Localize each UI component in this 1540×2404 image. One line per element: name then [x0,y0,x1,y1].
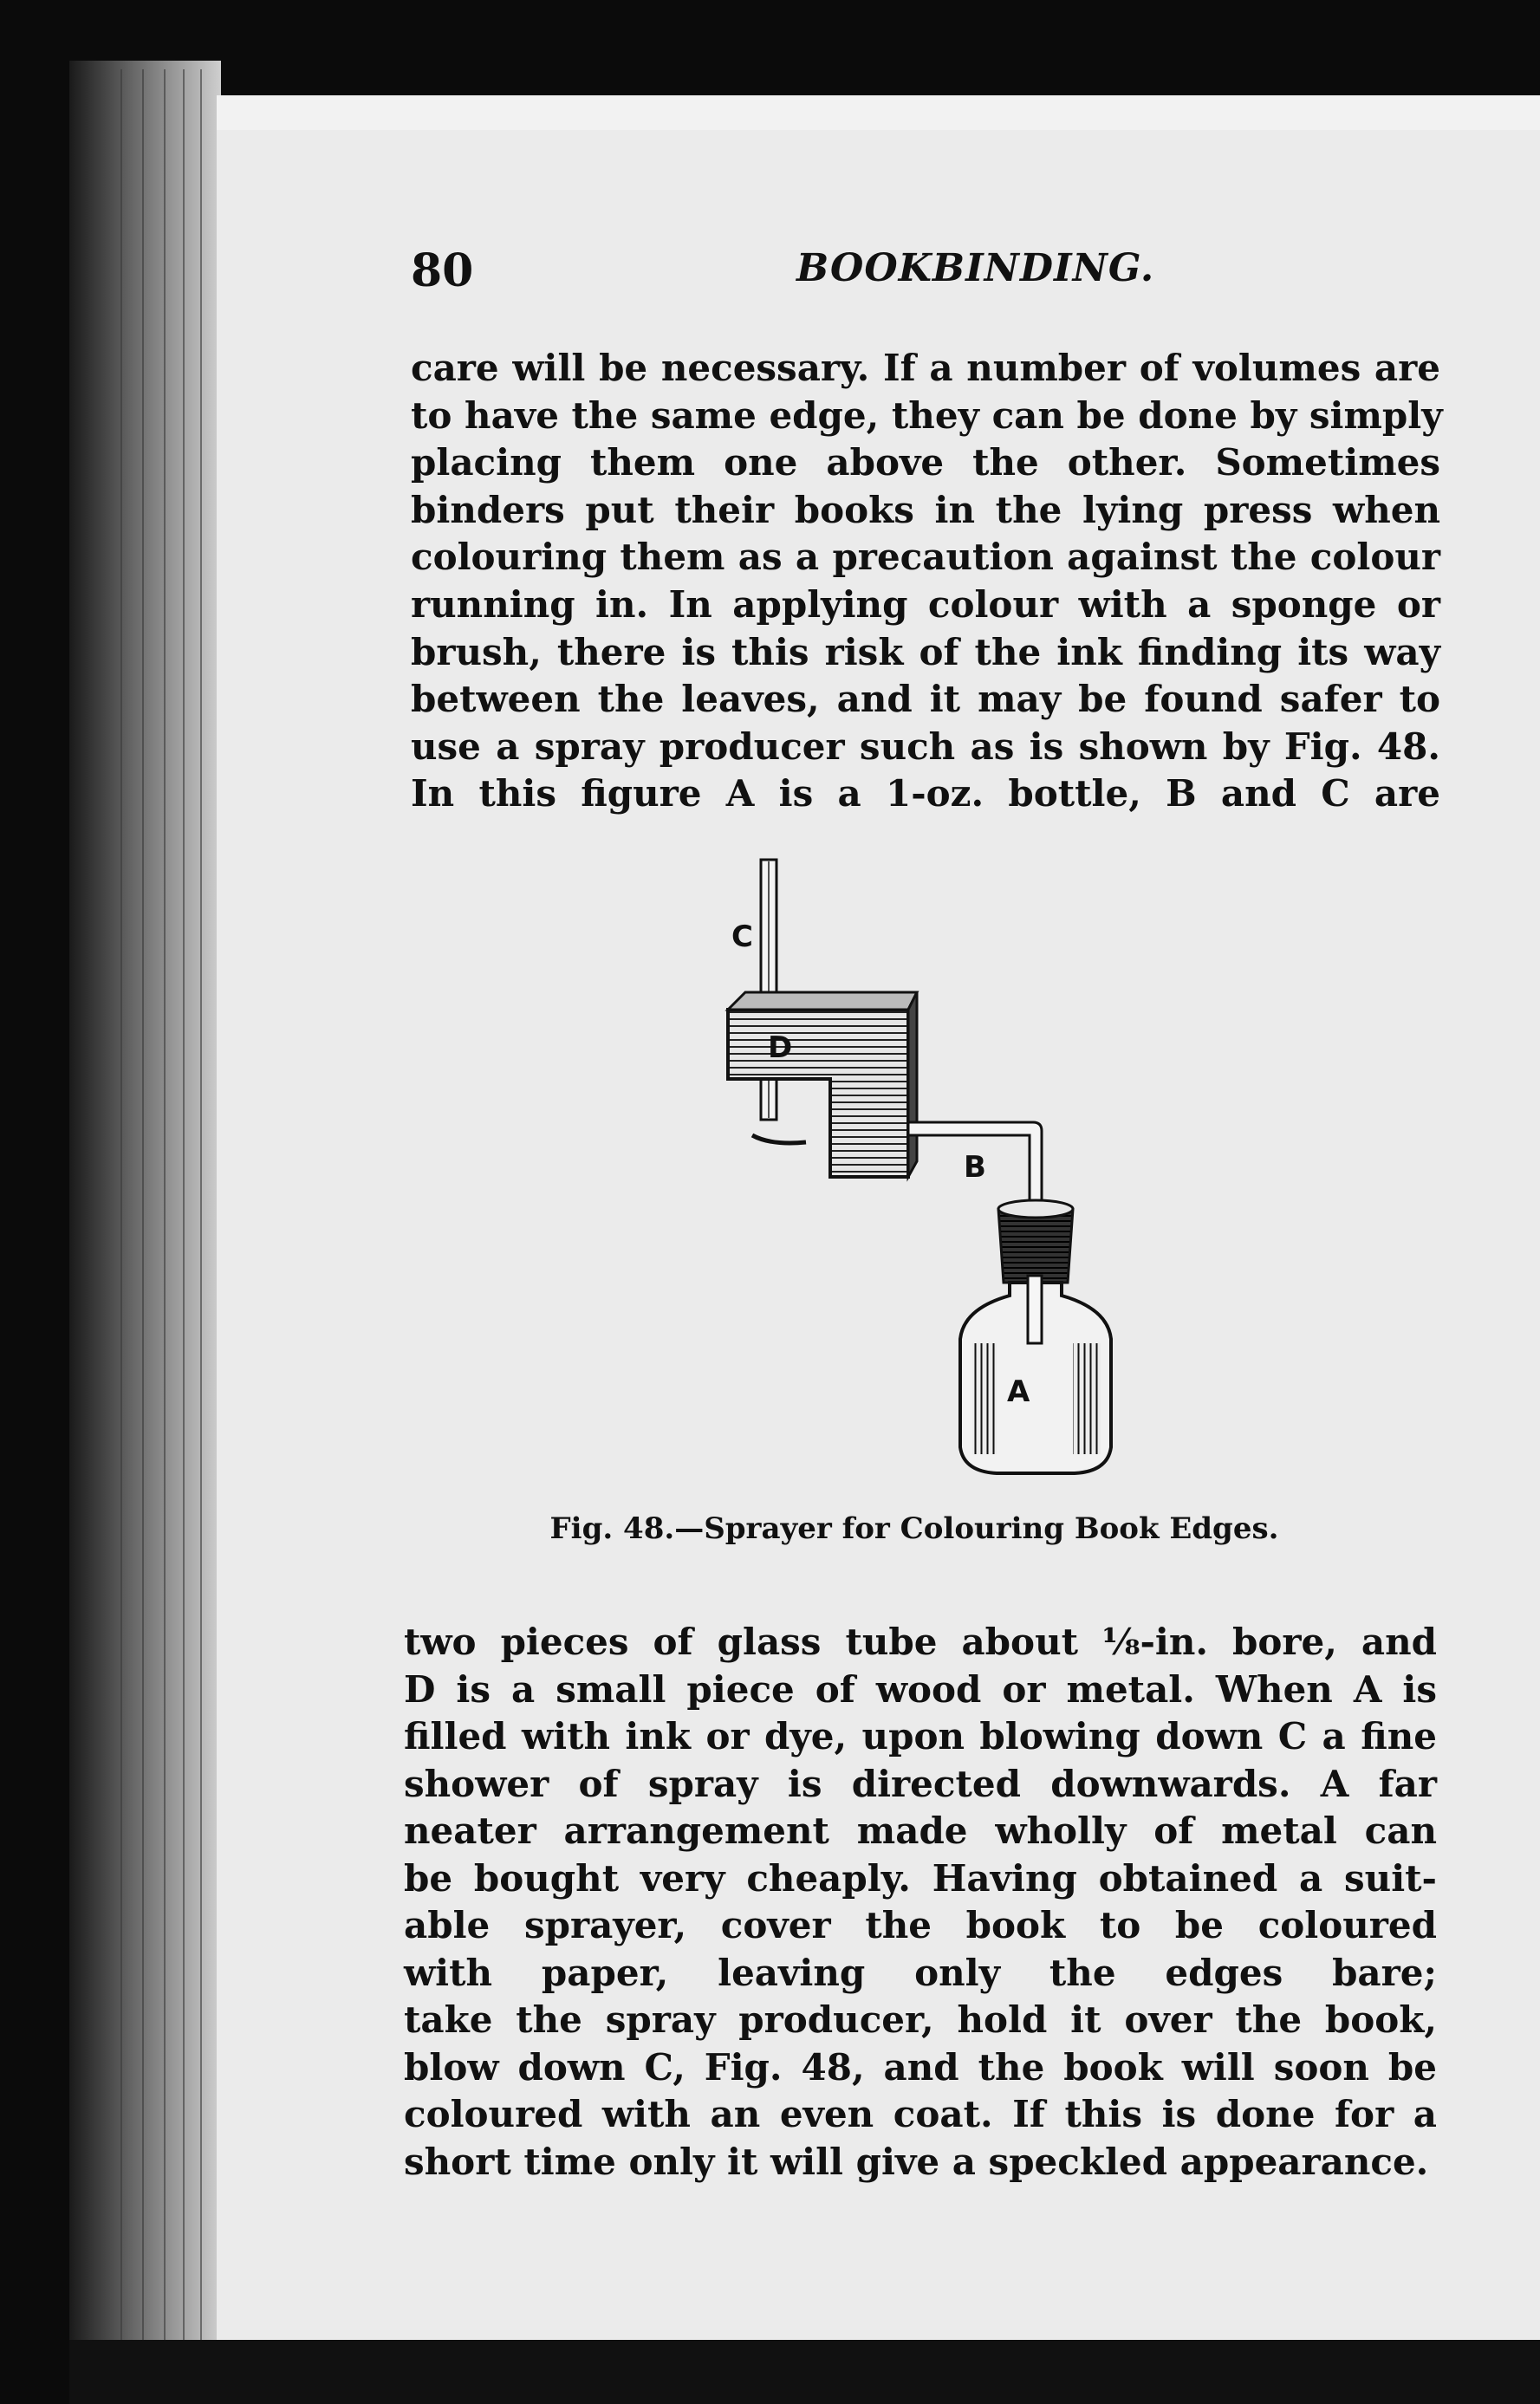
text-line: placing them one above the other. Sometimes [411,441,1440,484]
text-line: take the spray producer, hold it over the book, [404,1998,1437,2041]
text-line: binders put their books in the lying press when [411,488,1440,531]
text-line: shower of spray is directed downwards. A far [404,1762,1437,1805]
body-paragraph-2 [404,1619,1437,2186]
label-d: D [768,1030,793,1065]
text-line: coloured with an even coat. If this is done for a [404,2093,1437,2135]
text-line: D is a small piece of wood or metal. When A is [404,1667,1437,1711]
text-line: between the leaves, and it may be found safer to [411,678,1440,721]
running-title: BOOKBINDING. [796,246,1155,290]
text-line: use a spray producer such as is shown by Fig. 48. [411,724,1440,768]
sprayer-illustration [693,849,1144,1491]
text-line: care will be necessary. If a number of volumes are [411,347,1440,389]
page-header [411,244,1433,305]
text-line: colouring them as a precaution against the colour [411,536,1440,579]
label-c: C [731,919,753,954]
text-line: brush, there is this risk of the ink finding its way [411,630,1440,673]
text-line: be bought very cheaply. Having obtained a suit- [404,1856,1437,1900]
text-line: filled with ink or dye, upon blowing down C a fine [404,1715,1437,1758]
label-b: B [964,1150,986,1185]
text-line: to have the same edge, they can be done by simply [411,393,1443,437]
text-line: running in. In applying colour with a sponge or [411,582,1440,626]
text-line: able sprayer, cover the book to be coloured [404,1904,1437,1946]
text-line: two pieces of glass tube about ⅛-in. bore, and [404,1621,1437,1663]
body-paragraph-1 [411,345,1443,818]
text-line: short time only it will give a speckled appearance. [404,2140,1429,2183]
text-line: with paper, leaving only the edges bare; [404,1951,1437,1994]
figure-caption: Fig. 48.—Sprayer for Colouring Book Edges. [549,1511,1279,1546]
text-line: blow down C, Fig. 48, and the book will soon be [404,2045,1437,2089]
block-d [728,1010,908,1177]
text-line: In this figure A is a 1-oz. bottle, B and C are [411,772,1440,815]
page-number: 80 [411,244,474,297]
text-line: neater arrangement made wholly of metal can [404,1809,1437,1852]
label-a: A [1007,1374,1030,1409]
